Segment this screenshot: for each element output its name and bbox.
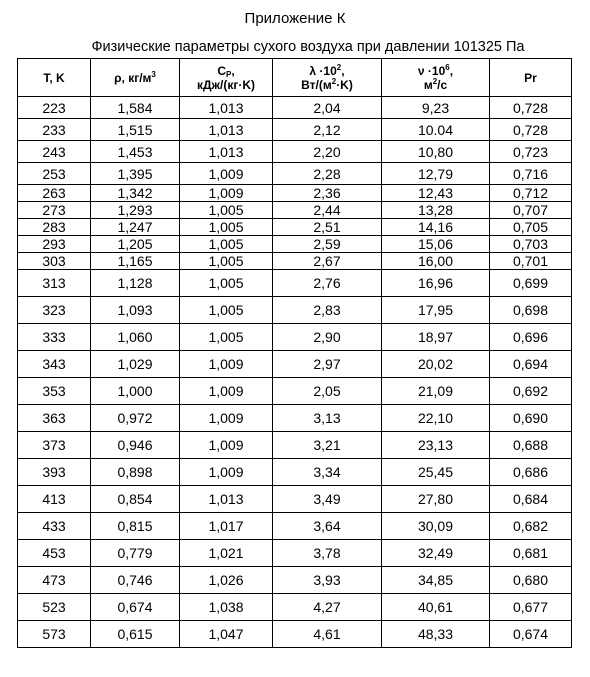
cell-viscosity: 16,00 bbox=[382, 253, 490, 270]
cell-heat-capacity: 1,009 bbox=[180, 163, 273, 185]
cell-conductivity: 3,49 bbox=[273, 486, 382, 513]
cell-prandtl: 0,701 bbox=[490, 253, 572, 270]
header-conductivity bbox=[273, 59, 382, 97]
cell-density: 1,247 bbox=[91, 219, 180, 236]
header-viscosity bbox=[382, 59, 490, 97]
cell-viscosity: 23,13 bbox=[382, 432, 490, 459]
table-row bbox=[18, 119, 572, 141]
cell-viscosity: 10,80 bbox=[382, 141, 490, 163]
cell-conductivity: 2,44 bbox=[273, 202, 382, 219]
cell-density: 1,165 bbox=[91, 253, 180, 270]
cell-density: 0,898 bbox=[91, 459, 180, 486]
cell-viscosity: 12,43 bbox=[382, 185, 490, 202]
cell-temperature: 273 bbox=[18, 202, 91, 219]
cell-temperature: 323 bbox=[18, 297, 91, 324]
header-heat-capacity-subscript: P bbox=[225, 69, 232, 79]
table-row bbox=[18, 405, 572, 432]
cell-prandtl: 0,728 bbox=[490, 119, 572, 141]
cell-density: 0,972 bbox=[91, 405, 180, 432]
cell-temperature: 343 bbox=[18, 351, 91, 378]
cell-conductivity: 2,05 bbox=[273, 378, 382, 405]
header-conductivity-symbol: λ ·10 bbox=[309, 63, 337, 78]
cell-heat-capacity: 1,005 bbox=[180, 253, 273, 270]
cell-prandtl: 0,674 bbox=[490, 621, 572, 648]
cell-prandtl: 0,698 bbox=[490, 297, 572, 324]
cell-viscosity: 32,49 bbox=[382, 540, 490, 567]
cell-viscosity: 13,28 bbox=[382, 202, 490, 219]
cell-density: 1,395 bbox=[91, 163, 180, 185]
header-density-exp: 3 bbox=[151, 69, 156, 79]
cell-prandtl: 0,684 bbox=[490, 486, 572, 513]
header-viscosity-units-b: /с bbox=[437, 77, 448, 92]
header-row bbox=[18, 59, 572, 97]
cell-conductivity: 2,90 bbox=[273, 324, 382, 351]
header-conductivity-exp: 2 bbox=[336, 62, 342, 72]
cell-temperature: 523 bbox=[18, 594, 91, 621]
cell-density: 0,946 bbox=[91, 432, 180, 459]
cell-viscosity: 14,16 bbox=[382, 219, 490, 236]
header-conductivity-units-b: ·K) bbox=[336, 77, 353, 92]
appendix-title: Приложение К bbox=[244, 10, 346, 27]
cell-conductivity: 4,27 bbox=[273, 594, 382, 621]
cell-temperature: 293 bbox=[18, 236, 91, 253]
cell-temperature: 253 bbox=[18, 163, 91, 185]
cell-heat-capacity: 1,013 bbox=[180, 486, 273, 513]
table-row bbox=[18, 297, 572, 324]
table-row bbox=[18, 219, 572, 236]
cell-temperature: 283 bbox=[18, 219, 91, 236]
cell-temperature: 413 bbox=[18, 486, 91, 513]
header-viscosity-units-exp: 2 bbox=[432, 76, 438, 86]
header-temperature-label: T, K bbox=[43, 70, 65, 85]
cell-density: 0,854 bbox=[91, 486, 180, 513]
cell-heat-capacity: 1,009 bbox=[180, 378, 273, 405]
cell-density: 1,060 bbox=[91, 324, 180, 351]
cell-temperature: 453 bbox=[18, 540, 91, 567]
cell-prandtl: 0,723 bbox=[490, 141, 572, 163]
cell-conductivity: 2,76 bbox=[273, 270, 382, 297]
cell-temperature: 393 bbox=[18, 459, 91, 486]
cell-density: 1,293 bbox=[91, 202, 180, 219]
cell-conductivity: 3,78 bbox=[273, 540, 382, 567]
header-conductivity-comma: , bbox=[341, 63, 345, 78]
table-row bbox=[18, 163, 572, 185]
cell-prandtl: 0,728 bbox=[490, 97, 572, 119]
cell-viscosity: 25,45 bbox=[382, 459, 490, 486]
table-row bbox=[18, 567, 572, 594]
table-body bbox=[18, 97, 572, 648]
table-row bbox=[18, 459, 572, 486]
table-row bbox=[18, 270, 572, 297]
header-heat-capacity-comma: , bbox=[231, 63, 235, 78]
cell-conductivity: 2,97 bbox=[273, 351, 382, 378]
cell-conductivity: 2,59 bbox=[273, 236, 382, 253]
cell-conductivity: 2,28 bbox=[273, 163, 382, 185]
header-viscosity-symbol: ν ·10 bbox=[417, 63, 446, 78]
cell-viscosity: 15,06 bbox=[382, 236, 490, 253]
cell-density: 1,453 bbox=[91, 141, 180, 163]
cell-heat-capacity: 1,009 bbox=[180, 459, 273, 486]
header-heat-capacity-units: кДж/(кг·K) bbox=[196, 77, 256, 92]
cell-density: 1,093 bbox=[91, 297, 180, 324]
table-row bbox=[18, 202, 572, 219]
cell-viscosity: 22,10 bbox=[382, 405, 490, 432]
cell-conductivity: 2,20 bbox=[273, 141, 382, 163]
header-viscosity-units-a: м bbox=[423, 77, 433, 92]
table-row bbox=[18, 540, 572, 567]
table-row bbox=[18, 253, 572, 270]
cell-prandtl: 0,681 bbox=[490, 540, 572, 567]
table-row bbox=[18, 378, 572, 405]
cell-viscosity: 34,85 bbox=[382, 567, 490, 594]
cell-temperature: 233 bbox=[18, 119, 91, 141]
cell-prandtl: 0,699 bbox=[490, 270, 572, 297]
air-properties-table bbox=[17, 58, 572, 648]
cell-viscosity: 18,97 bbox=[382, 324, 490, 351]
table-row bbox=[18, 97, 572, 119]
cell-density: 1,128 bbox=[91, 270, 180, 297]
table-row bbox=[18, 236, 572, 253]
cell-prandtl: 0,690 bbox=[490, 405, 572, 432]
cell-viscosity: 27,80 bbox=[382, 486, 490, 513]
cell-heat-capacity: 1,026 bbox=[180, 567, 273, 594]
cell-temperature: 363 bbox=[18, 405, 91, 432]
header-prandtl-label: Pr bbox=[524, 70, 537, 85]
header-conductivity-units-exp: 2 bbox=[331, 76, 337, 86]
cell-density: 0,674 bbox=[91, 594, 180, 621]
cell-density: 0,779 bbox=[91, 540, 180, 567]
cell-prandtl: 0,680 bbox=[490, 567, 572, 594]
cell-heat-capacity: 1,017 bbox=[180, 513, 273, 540]
table-row bbox=[18, 432, 572, 459]
cell-heat-capacity: 1,005 bbox=[180, 219, 273, 236]
cell-heat-capacity: 1,009 bbox=[180, 405, 273, 432]
cell-density: 1,029 bbox=[91, 351, 180, 378]
cell-heat-capacity: 1,021 bbox=[180, 540, 273, 567]
cell-density: 0,815 bbox=[91, 513, 180, 540]
table-row bbox=[18, 185, 572, 202]
table-row bbox=[18, 351, 572, 378]
cell-heat-capacity: 1,005 bbox=[180, 236, 273, 253]
cell-heat-capacity: 1,047 bbox=[180, 621, 273, 648]
cell-heat-capacity: 1,038 bbox=[180, 594, 273, 621]
cell-conductivity: 3,21 bbox=[273, 432, 382, 459]
cell-viscosity: 16,96 bbox=[382, 270, 490, 297]
cell-prandtl: 0,696 bbox=[490, 324, 572, 351]
cell-viscosity: 20,02 bbox=[382, 351, 490, 378]
cell-conductivity: 3,13 bbox=[273, 405, 382, 432]
cell-conductivity: 3,64 bbox=[273, 513, 382, 540]
cell-conductivity: 2,12 bbox=[273, 119, 382, 141]
cell-prandtl: 0,712 bbox=[490, 185, 572, 202]
cell-viscosity: 9,23 bbox=[382, 97, 490, 119]
cell-density: 1,000 bbox=[91, 378, 180, 405]
cell-prandtl: 0,677 bbox=[490, 594, 572, 621]
cell-viscosity: 10.04 bbox=[382, 119, 490, 141]
cell-temperature: 433 bbox=[18, 513, 91, 540]
cell-conductivity: 3,93 bbox=[273, 567, 382, 594]
cell-heat-capacity: 1,005 bbox=[180, 324, 273, 351]
cell-density: 1,342 bbox=[91, 185, 180, 202]
header-temperature bbox=[18, 59, 91, 97]
cell-prandtl: 0,692 bbox=[490, 378, 572, 405]
cell-temperature: 473 bbox=[18, 567, 91, 594]
cell-temperature: 333 bbox=[18, 324, 91, 351]
cell-temperature: 303 bbox=[18, 253, 91, 270]
cell-heat-capacity: 1,005 bbox=[180, 297, 273, 324]
cell-conductivity: 2,51 bbox=[273, 219, 382, 236]
cell-conductivity: 2,36 bbox=[273, 185, 382, 202]
cell-conductivity: 2,04 bbox=[273, 97, 382, 119]
cell-prandtl: 0,705 bbox=[490, 219, 572, 236]
cell-prandtl: 0,707 bbox=[490, 202, 572, 219]
cell-prandtl: 0,688 bbox=[490, 432, 572, 459]
cell-prandtl: 0,703 bbox=[490, 236, 572, 253]
cell-viscosity: 21,09 bbox=[382, 378, 490, 405]
cell-density: 0,746 bbox=[91, 567, 180, 594]
cell-temperature: 263 bbox=[18, 185, 91, 202]
header-density-label: ρ, кг/м bbox=[114, 70, 152, 85]
header-prandtl bbox=[490, 59, 572, 97]
cell-heat-capacity: 1,009 bbox=[180, 432, 273, 459]
cell-heat-capacity: 1,009 bbox=[180, 185, 273, 202]
cell-viscosity: 40,61 bbox=[382, 594, 490, 621]
cell-conductivity: 2,83 bbox=[273, 297, 382, 324]
cell-prandtl: 0,682 bbox=[490, 513, 572, 540]
table-row bbox=[18, 141, 572, 163]
table-row bbox=[18, 621, 572, 648]
header-conductivity-units-a: Вт/(м bbox=[301, 77, 332, 92]
cell-temperature: 353 bbox=[18, 378, 91, 405]
cell-density: 1,515 bbox=[91, 119, 180, 141]
cell-heat-capacity: 1,005 bbox=[180, 270, 273, 297]
cell-viscosity: 30,09 bbox=[382, 513, 490, 540]
table-caption: Физические параметры сухого воздуха при давлении 101325 Па bbox=[91, 39, 525, 55]
cell-heat-capacity: 1,013 bbox=[180, 119, 273, 141]
cell-prandtl: 0,716 bbox=[490, 163, 572, 185]
cell-density: 1,205 bbox=[91, 236, 180, 253]
cell-heat-capacity: 1,009 bbox=[180, 351, 273, 378]
cell-heat-capacity: 1,013 bbox=[180, 141, 273, 163]
header-heat-capacity-symbol: C bbox=[217, 63, 226, 78]
table-row bbox=[18, 594, 572, 621]
cell-viscosity: 48,33 bbox=[382, 621, 490, 648]
table-row bbox=[18, 486, 572, 513]
table-row bbox=[18, 324, 572, 351]
table-row bbox=[18, 513, 572, 540]
cell-conductivity: 4,61 bbox=[273, 621, 382, 648]
cell-density: 1,584 bbox=[91, 97, 180, 119]
header-viscosity-comma: , bbox=[449, 63, 454, 78]
cell-conductivity: 2,67 bbox=[273, 253, 382, 270]
header-heat-capacity bbox=[180, 59, 273, 97]
cell-density: 0,615 bbox=[91, 621, 180, 648]
cell-heat-capacity: 1,013 bbox=[180, 97, 273, 119]
cell-temperature: 243 bbox=[18, 141, 91, 163]
cell-temperature: 573 bbox=[18, 621, 91, 648]
cell-temperature: 373 bbox=[18, 432, 91, 459]
cell-temperature: 313 bbox=[18, 270, 91, 297]
cell-heat-capacity: 1,005 bbox=[180, 202, 273, 219]
header-density bbox=[91, 59, 180, 97]
cell-viscosity: 17,95 bbox=[382, 297, 490, 324]
cell-viscosity: 12,79 bbox=[382, 163, 490, 185]
cell-conductivity: 3,34 bbox=[273, 459, 382, 486]
cell-prandtl: 0,686 bbox=[490, 459, 572, 486]
header-viscosity-exp: 6 bbox=[445, 62, 450, 72]
cell-prandtl: 0,694 bbox=[490, 351, 572, 378]
cell-temperature: 223 bbox=[18, 97, 91, 119]
